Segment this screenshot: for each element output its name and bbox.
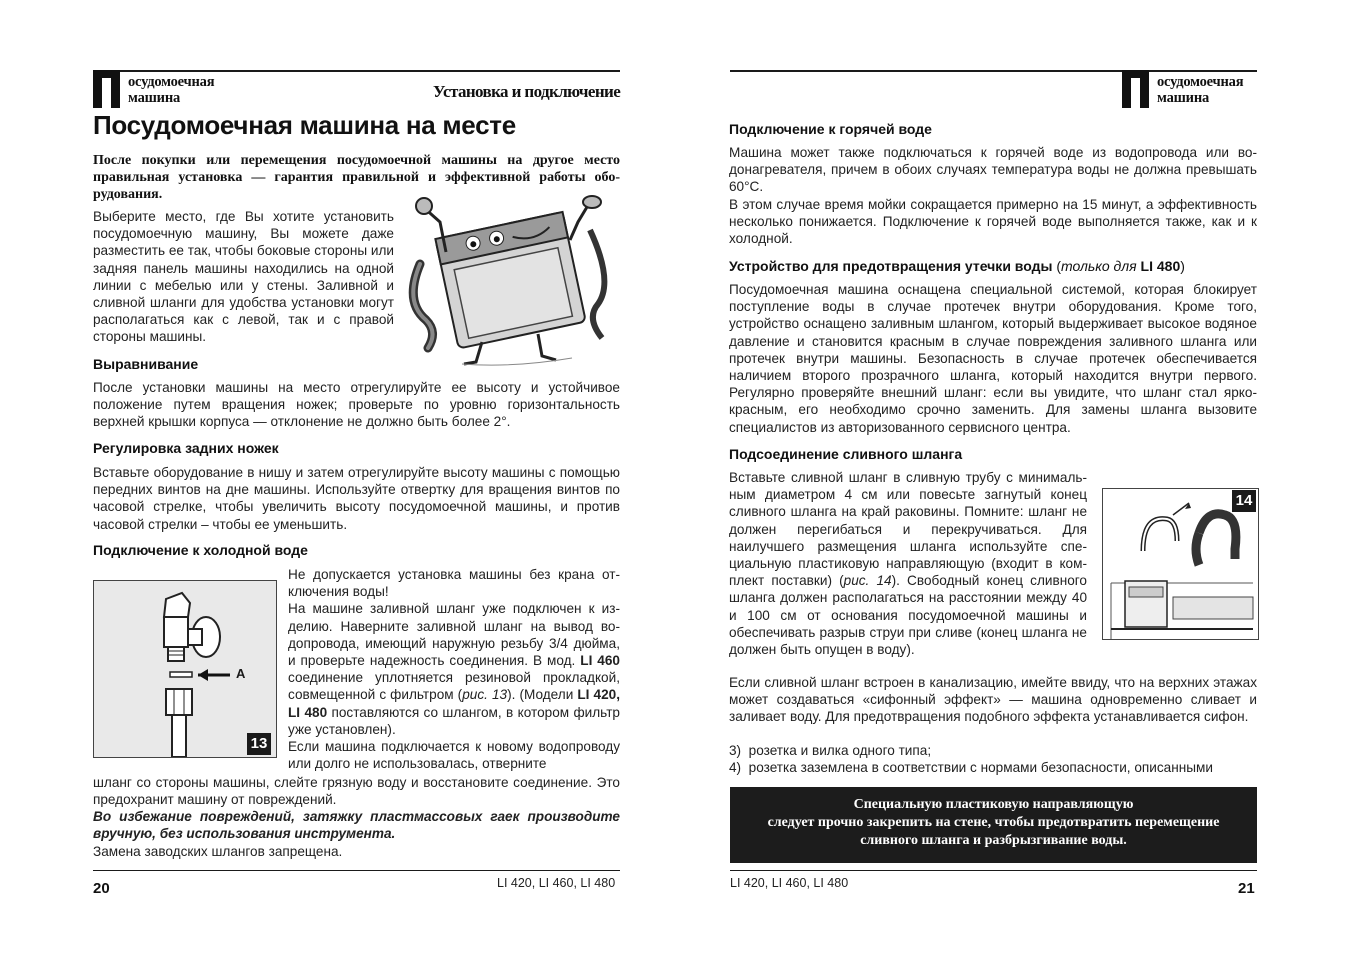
figure-14-number: 14 xyxy=(1232,490,1256,512)
figure-14-drain-hose xyxy=(1102,488,1259,640)
header-rule xyxy=(93,70,620,72)
leak-protection-text: Посудомоечная машина оснащена специальной системой, которая блокирует поступление воды в случае протечек внутри оборудования. Кроме того, устройство оснащено заливным шлангом, который выдерживает высокое водяное давление и становится красным в случае повреждения заливного шланга или протечек внутри машины. Безопасность в случае протечек обеспечивается наличием второго прозрачного шланга, который находится внутри первого. Регулярно проверяйте внешний шланг: если вы увидите, что шланг стал ярко-красным, его необходимо срочно заменить. Для замены шланга вызовите специалистов из авторизованного сервисного центра. xyxy=(729,282,1257,435)
list-item: 4) розетка заземлена в соответствии с нормами безопасности, описанными xyxy=(729,760,1213,776)
leak-protection-heading: Устройство для предотвращения утечки воды (только для LI 480) xyxy=(729,258,1185,274)
brand-logo-mark xyxy=(1122,70,1149,108)
list-item: 3) розетка и вилка одного типа; xyxy=(729,743,932,758)
cold-water-heading: Подключение к холодной воде xyxy=(93,542,308,558)
dishwasher-cartoon-image xyxy=(402,192,620,370)
figure-13-arrow-label: A xyxy=(236,666,246,681)
page-number: 21 xyxy=(1238,880,1255,897)
electrical-list xyxy=(729,742,1257,776)
drain-hose-text: Вставьте сливной шланг в сливную трубу с минимальным диаметром 4 см или повесьте загнутый конец сливного шланга на край раковины. Помните: шланг не должен перегибаться и перекручиваться. Для наилучшего размещения шланга используйте специальную пластиковую направляющую (входит в комплект поставки) (рис. 14). Свободный конец сливного шланга должен располагаться на расстоянии между 40 и 100 см от основания посудомоечной машины и обеспечивать разрыв струи при сливе (конец шланга не должен быть опущен в воду). xyxy=(729,470,1087,658)
figure-13-number: 13 xyxy=(247,733,271,755)
brand-logo-text: осудомоечная машина xyxy=(128,74,215,106)
cold-water-text: Не допускается установка машины без крана отключения воды! На машине заливной шланг уже подключен к изделию. Наверните заливной шланг на вывод водопровода, имеющий наружную резьбу 3/4 дюйма, и проверьте надежность соединения. В мод. LI 460 соединение уплотняется резиновой прокладкой, совмещенной с фильтром (рис. 13). (Модели LI 420, LI 480 поставляются со шлангом, в котором фильтр уже установлен). Если машина подключается к новому водопроводу или долго не использовалась, отверните xyxy=(288,567,620,772)
rear-feet-heading: Регулировка задних ножек xyxy=(93,440,279,456)
footer-rule xyxy=(93,870,620,871)
cold-water-continue: шланг со стороны машины, слейте грязную воду и восстановите соединение. Это предохранит машину от повреждений. xyxy=(93,775,620,808)
cold-water-warning: Во избежание повреждений, затяжку пластмассовых гаек производите вручную, без использования инструмента. xyxy=(93,809,620,842)
footer-models: LI 420, LI 460, LI 480 xyxy=(730,876,849,890)
page-number: 20 xyxy=(93,880,110,897)
leveling-paragraph: После установки машины на место отрегулируйте ее высоту и устойчивое положение путем вращения ножек; проверьте по уровню горизонтальность верхней крышки корпуса — отклонение не должно быть более 2°. xyxy=(93,380,620,430)
intro-bold: После покупки или перемещения посудомоечной машины на другое место правильная установка — гарантия правильной и эффективной работы оборудования. xyxy=(93,153,620,202)
brand-logo-mark xyxy=(93,70,120,108)
leveling-heading: Выравнивание xyxy=(93,356,199,372)
drain-hose-heading: Подсоединение сливного шланга xyxy=(729,446,963,462)
hose-replacement-note: Замена заводских шлангов запрещена. xyxy=(93,844,343,859)
section-header-title: Установка и подключение xyxy=(433,82,621,101)
siphon-text: Если сливной шланг встроен в канализацию, имейте ввиду, что на верхних этажах может создаваться «сифонный эффект» — машина одновременно сливает и заливает воду. Для предотвращения подобного эффекта устанавливается сифон. xyxy=(729,675,1257,725)
footer-rule xyxy=(730,870,1257,871)
hot-water-text-2: В этом случае время мойки сокращается примерно на 15 минут, а эффективность несколько понижается. Подключение к горячей воде выполняется также, как и к холодной. xyxy=(729,197,1257,247)
header-rule xyxy=(730,70,1257,72)
page-title: Посудомоечная машина на месте xyxy=(93,110,516,140)
brand-logo-text: осудомоечная машина xyxy=(1157,74,1244,106)
hot-water-heading: Подключение к горячей воде xyxy=(729,121,932,137)
notice-box: Специальную пластиковую направляющую следует прочно закрепить на стене, чтобы предотвратить перемещение сливного шланга и разбрызгивание воды. xyxy=(730,787,1257,863)
footer-models: LI 420, LI 460, LI 480 xyxy=(497,876,616,890)
figure-13-valve xyxy=(93,580,277,758)
hot-water-text-1: Машина может также подключаться к горячей воде из водопровода или водонагревателя, причем в обоих случаях температура воды не должна превышать 60°С. xyxy=(729,145,1257,195)
rear-feet-paragraph: Вставьте оборудование в нишу и затем отрегулируйте высоту машины с помощью передних винтов на дне машины. Используйте отвертку для вращения винтов по часовой стрелке, чтобы увеличить высоту посудомоечной машины, и против часовой стрелки – чтобы ее уменьшить. xyxy=(93,465,620,532)
placement-paragraph: Выберите место, где Вы хотите установить посудомоечную машину, Вы можете даже разместить ее так, чтобы боковые стороны или задняя панель машины находились на одной линии с мебелью или у стены. Заливной и сливной шланги для удобства установки могут располагаться как с левой, так и с правой стороны машины. xyxy=(93,209,394,345)
